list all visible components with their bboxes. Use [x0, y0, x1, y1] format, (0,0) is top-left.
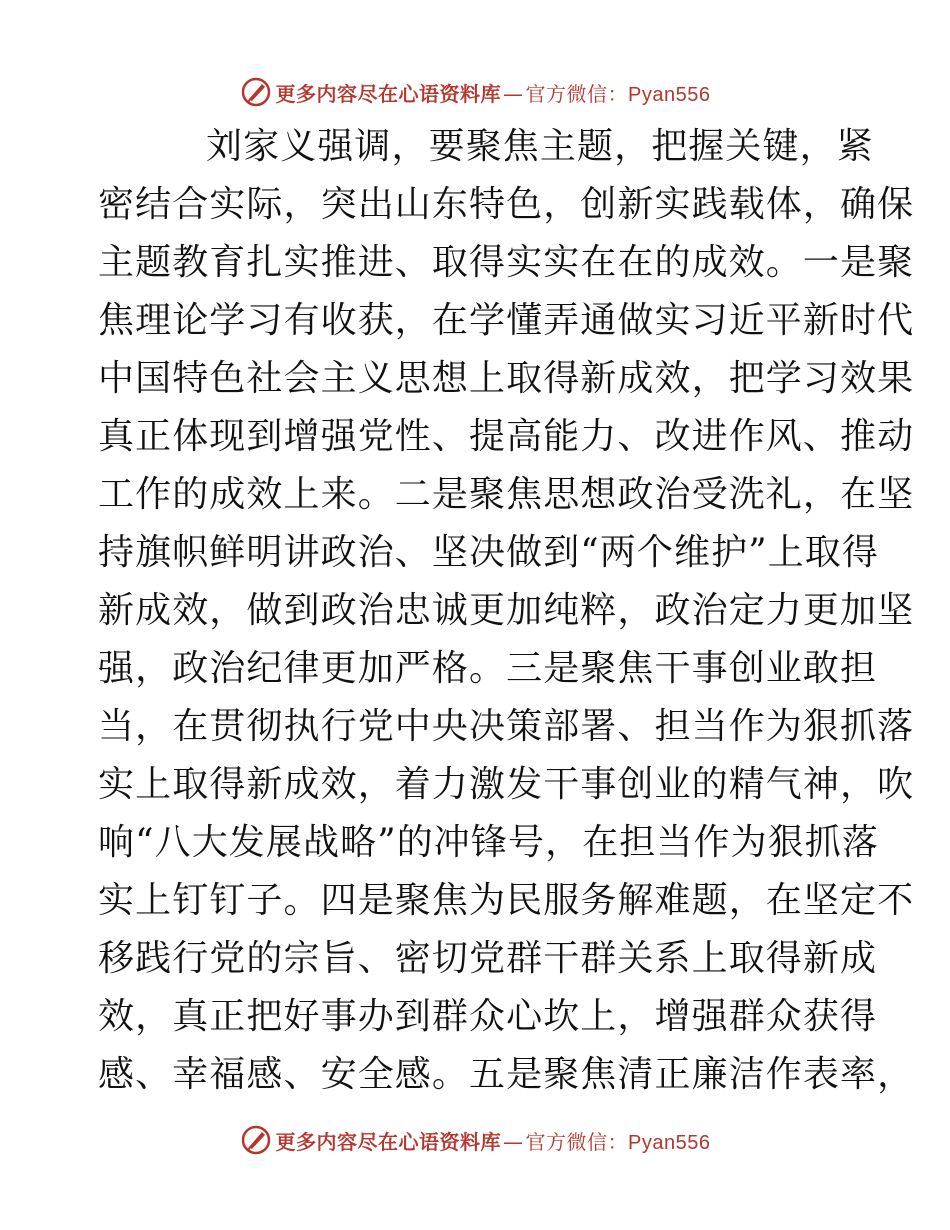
body-line: 真正体现到增强党性、提高能力、改进作风、推动 — [98, 416, 915, 457]
body-line: 感、幸福感、安全感。五是聚焦清正廉洁作表率， — [98, 1054, 915, 1095]
body-line: 强，政治纪律更加严格。三是聚焦干事创业敢担 — [98, 648, 878, 689]
footer-banner — [0, 1120, 950, 1160]
quill-pen-logo-icon — [240, 76, 272, 108]
body-line: 移践行党的宗旨、密切党群干群关系上取得新成 — [98, 938, 878, 979]
header-banner-wechat-id: Pyan556 — [628, 83, 711, 106]
body-line: 响“八大发展战略”的冲锋号，在担当作为狠抓落 — [98, 822, 880, 863]
body-line: 当，在贯彻执行党中央决策部署、担当作为狠抓落 — [98, 706, 915, 747]
header-banner-dash: — — [503, 81, 524, 106]
body-line: 新成效，做到政治忠诚更加纯粹，政治定力更加坚 — [98, 590, 915, 631]
body-line: 持旗帜鲜明讲政治、坚决做到“两个维护”上取得 — [98, 532, 880, 573]
body-line: 中国特色社会主义思想上取得新成效，把学习效果 — [98, 358, 915, 399]
header-banner — [0, 72, 950, 112]
footer-banner-text — [276, 1126, 711, 1155]
body-line: 刘家义强调，要聚焦主题，把握关键，紧 — [206, 126, 874, 167]
body-line: 密结合实际，突出山东特色，创新实践载体，确保 — [98, 184, 915, 225]
footer-banner-slogan: 更多内容尽在心语资料库 — [275, 1129, 502, 1154]
header-banner-slogan: 更多内容尽在心语资料库 — [275, 81, 502, 106]
quill-pen-logo-icon — [240, 1124, 272, 1156]
body-line: 焦理论学习有收获，在学懂弄通做实习近平新时代 — [98, 300, 915, 341]
body-line: 主题教育扎实推进、取得实实在在的成效。一是聚 — [98, 242, 915, 283]
header-banner-text — [276, 78, 711, 107]
footer-banner-dash: — — [503, 1129, 524, 1154]
footer-banner-wechat-label: 官方微信： — [525, 1129, 629, 1154]
body-line: 实上钉钉子。四是聚焦为民服务解难题，在坚定不 — [98, 880, 915, 921]
body-line: 工作的成效上来。二是聚焦思想政治受洗礼，在坚 — [98, 474, 915, 515]
body-line: 实上取得新成效，着力激发干事创业的精气神，吹 — [98, 764, 915, 805]
body-line: 效，真正把好事办到群众心坎上，增强群众获得 — [98, 996, 878, 1037]
document-body — [98, 118, 915, 1104]
header-banner-wechat-label: 官方微信： — [525, 81, 629, 106]
footer-banner-wechat-id: Pyan556 — [628, 1131, 711, 1154]
